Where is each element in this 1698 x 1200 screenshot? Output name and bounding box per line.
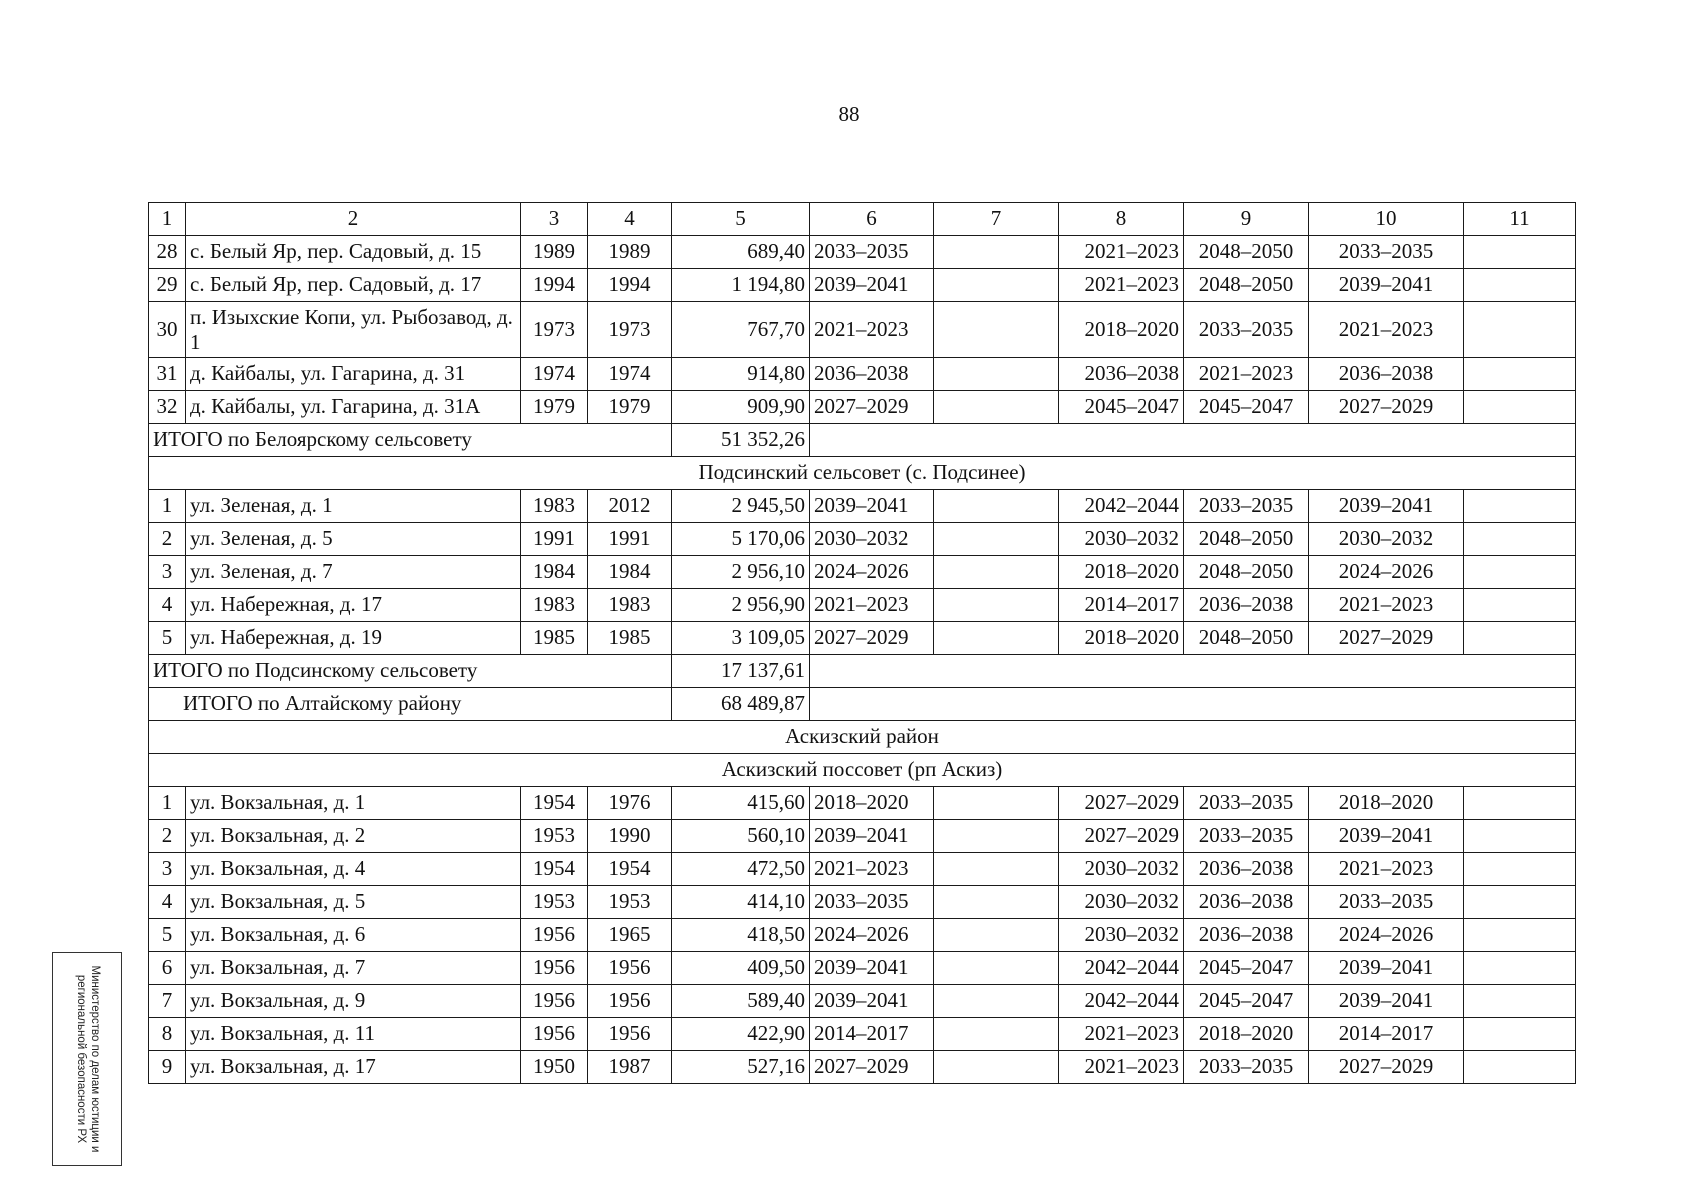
table-cell bbox=[1464, 556, 1576, 589]
table-cell: 909,90 bbox=[672, 391, 810, 424]
table-cell: с. Белый Яр, пер. Садовый, д. 15 bbox=[186, 236, 521, 269]
table-cell: 1956 bbox=[521, 1018, 588, 1051]
table-cell: ул. Вокзальная, д. 4 bbox=[186, 853, 521, 886]
table-cell: 2027–2029 bbox=[810, 622, 934, 655]
table-row bbox=[149, 269, 1576, 302]
table-cell: 5 bbox=[149, 622, 186, 655]
table-cell: 2039–2041 bbox=[810, 952, 934, 985]
table-cell: 2021–2023 bbox=[1309, 589, 1464, 622]
table-cell: 2014–2017 bbox=[1059, 589, 1184, 622]
table-cell: 2 bbox=[149, 820, 186, 853]
table-cell: 2021–2023 bbox=[810, 589, 934, 622]
table-cell bbox=[1464, 302, 1576, 358]
table-cell: 2048–2050 bbox=[1184, 556, 1309, 589]
table-cell: 2021–2023 bbox=[1059, 1018, 1184, 1051]
table-cell: 2024–2026 bbox=[1309, 556, 1464, 589]
table-cell: с. Белый Яр, пер. Садовый, д. 17 bbox=[186, 269, 521, 302]
table-cell: ул. Зеленая, д. 7 bbox=[186, 556, 521, 589]
table-cell: 1979 bbox=[521, 391, 588, 424]
page-number: 88 bbox=[838, 102, 860, 126]
table-row bbox=[149, 236, 1576, 269]
table-row bbox=[149, 919, 1576, 952]
table-cell: ул. Вокзальная, д. 9 bbox=[186, 985, 521, 1018]
housing-register-table bbox=[148, 202, 1576, 1084]
table-cell bbox=[934, 886, 1059, 919]
table-cell: 1956 bbox=[588, 985, 672, 1018]
table-row bbox=[149, 1018, 1576, 1051]
table-cell: 1973 bbox=[588, 302, 672, 358]
table-cell: 2033–2035 bbox=[1184, 820, 1309, 853]
table-row bbox=[149, 490, 1576, 523]
table-cell bbox=[934, 853, 1059, 886]
table-cell: 1956 bbox=[521, 985, 588, 1018]
table-cell: 1985 bbox=[588, 622, 672, 655]
table-cell: 2039–2041 bbox=[810, 490, 934, 523]
table-cell: 2036–2038 bbox=[1184, 919, 1309, 952]
table-cell bbox=[934, 952, 1059, 985]
table-cell: ул. Вокзальная, д. 1 bbox=[186, 787, 521, 820]
subtotal-label: ИТОГО по Подсинскому сельсовету bbox=[149, 655, 672, 688]
table-cell: 2048–2050 bbox=[1184, 236, 1309, 269]
header-cell: 11 bbox=[1464, 203, 1576, 236]
subtotal-label: ИТОГО по Алтайскому району bbox=[149, 688, 672, 721]
table-cell bbox=[934, 236, 1059, 269]
table-cell: 2030–2032 bbox=[1059, 886, 1184, 919]
table-row bbox=[149, 523, 1576, 556]
table-cell: 2036–2038 bbox=[1184, 886, 1309, 919]
table-row bbox=[149, 622, 1576, 655]
table-cell: 2027–2029 bbox=[1309, 391, 1464, 424]
table-cell: 2 956,10 bbox=[672, 556, 810, 589]
table-row bbox=[149, 302, 1576, 358]
table-cell: 2033–2035 bbox=[1309, 886, 1464, 919]
table-cell: 2021–2023 bbox=[1059, 269, 1184, 302]
subtotal-empty bbox=[810, 688, 1576, 721]
table-row bbox=[149, 820, 1576, 853]
table-cell: 2021–2023 bbox=[1059, 236, 1184, 269]
table-cell: 3 bbox=[149, 853, 186, 886]
table-cell: 5 bbox=[149, 919, 186, 952]
table-cell: 2048–2050 bbox=[1184, 622, 1309, 655]
table-cell: 560,10 bbox=[672, 820, 810, 853]
table-cell bbox=[1464, 622, 1576, 655]
table-cell: ул. Вокзальная, д. 11 bbox=[186, 1018, 521, 1051]
table-cell: 32 bbox=[149, 391, 186, 424]
table-cell: 2036–2038 bbox=[1184, 853, 1309, 886]
table-cell: 1974 bbox=[521, 358, 588, 391]
table-cell: 1 bbox=[149, 490, 186, 523]
table-cell: 2 945,50 bbox=[672, 490, 810, 523]
table-cell: 2033–2035 bbox=[810, 886, 934, 919]
table-cell: 2021–2023 bbox=[1059, 1051, 1184, 1084]
table-cell: 4 bbox=[149, 886, 186, 919]
table-cell: 1991 bbox=[588, 523, 672, 556]
table-cell: 2014–2017 bbox=[1309, 1018, 1464, 1051]
table-cell: 1994 bbox=[521, 269, 588, 302]
table-cell: 2036–2038 bbox=[1309, 358, 1464, 391]
table-cell: 1 194,80 bbox=[672, 269, 810, 302]
table-cell bbox=[1464, 236, 1576, 269]
table-cell: 2018–2020 bbox=[1059, 302, 1184, 358]
table-cell: 1979 bbox=[588, 391, 672, 424]
table-cell: 2033–2035 bbox=[1309, 236, 1464, 269]
table-cell bbox=[934, 589, 1059, 622]
table-row bbox=[149, 886, 1576, 919]
table-cell: ул. Вокзальная, д. 7 bbox=[186, 952, 521, 985]
table-cell bbox=[934, 622, 1059, 655]
table-cell bbox=[934, 391, 1059, 424]
table-cell: 1956 bbox=[588, 1018, 672, 1051]
subtotal-value: 51 352,26 bbox=[672, 424, 810, 457]
table-cell: 527,16 bbox=[672, 1051, 810, 1084]
table-cell: 9 bbox=[149, 1051, 186, 1084]
table-cell: ул. Зеленая, д. 5 bbox=[186, 523, 521, 556]
table-cell: ул. Вокзальная, д. 6 bbox=[186, 919, 521, 952]
table-cell: 1974 bbox=[588, 358, 672, 391]
table-cell: 422,90 bbox=[672, 1018, 810, 1051]
table-cell: 2033–2035 bbox=[1184, 787, 1309, 820]
table-cell: 1954 bbox=[521, 853, 588, 886]
subtotal-row bbox=[149, 424, 1576, 457]
section-heading: Аскизский район bbox=[149, 721, 1576, 754]
table-cell bbox=[1464, 358, 1576, 391]
table-cell: 2036–2038 bbox=[1059, 358, 1184, 391]
table-cell: 2024–2026 bbox=[810, 556, 934, 589]
table-cell: 1991 bbox=[521, 523, 588, 556]
table-cell: 1956 bbox=[588, 952, 672, 985]
table-cell: 589,40 bbox=[672, 985, 810, 1018]
table-cell: 2048–2050 bbox=[1184, 523, 1309, 556]
section-heading: Аскизский поссовет (рп Аскиз) bbox=[149, 754, 1576, 787]
table-cell: 414,10 bbox=[672, 886, 810, 919]
table-cell: 1954 bbox=[521, 787, 588, 820]
subtotal-row bbox=[149, 655, 1576, 688]
table-cell bbox=[934, 523, 1059, 556]
table-cell: 2018–2020 bbox=[1184, 1018, 1309, 1051]
registration-stamp bbox=[52, 952, 122, 1166]
table-cell: 1953 bbox=[588, 886, 672, 919]
table-cell: 418,50 bbox=[672, 919, 810, 952]
table-cell: 914,80 bbox=[672, 358, 810, 391]
table-cell: 2039–2041 bbox=[810, 820, 934, 853]
table-cell: 2039–2041 bbox=[1309, 952, 1464, 985]
table-cell: 1983 bbox=[521, 490, 588, 523]
table-cell bbox=[934, 919, 1059, 952]
table-cell: 2021–2023 bbox=[810, 302, 934, 358]
table-cell: 2039–2041 bbox=[1309, 490, 1464, 523]
table-cell: 5 170,06 bbox=[672, 523, 810, 556]
header-cell: 6 bbox=[810, 203, 934, 236]
table-cell: 29 bbox=[149, 269, 186, 302]
table-cell bbox=[1464, 589, 1576, 622]
header-cell: 4 bbox=[588, 203, 672, 236]
table-cell: 2042–2044 bbox=[1059, 985, 1184, 1018]
table-row bbox=[149, 853, 1576, 886]
table-cell: ул. Зеленая, д. 1 bbox=[186, 490, 521, 523]
subtotal-empty bbox=[810, 655, 1576, 688]
table-cell: 2039–2041 bbox=[1309, 820, 1464, 853]
table-cell bbox=[934, 985, 1059, 1018]
table-row bbox=[149, 952, 1576, 985]
section-row bbox=[149, 721, 1576, 754]
header-cell: 2 bbox=[186, 203, 521, 236]
table-cell: 2018–2020 bbox=[1309, 787, 1464, 820]
table-cell bbox=[934, 490, 1059, 523]
header-cell: 1 bbox=[149, 203, 186, 236]
table-cell: 1987 bbox=[588, 1051, 672, 1084]
table-cell: 2021–2023 bbox=[1309, 853, 1464, 886]
table-cell: 31 bbox=[149, 358, 186, 391]
table-cell bbox=[934, 358, 1059, 391]
table-cell: 3 109,05 bbox=[672, 622, 810, 655]
table-cell: 1983 bbox=[521, 589, 588, 622]
table-cell: 2027–2029 bbox=[1059, 820, 1184, 853]
table-cell: 8 bbox=[149, 1018, 186, 1051]
table-cell: 1985 bbox=[521, 622, 588, 655]
table-cell: 2030–2032 bbox=[1059, 523, 1184, 556]
table-cell: 2012 bbox=[588, 490, 672, 523]
stamp-text: Министерство по делам юстиции и региональной безопасности РХ bbox=[75, 965, 101, 1153]
subtotal-row bbox=[149, 688, 1576, 721]
table-cell: 2039–2041 bbox=[1309, 985, 1464, 1018]
table-cell: 2027–2029 bbox=[810, 1051, 934, 1084]
table-row bbox=[149, 985, 1576, 1018]
section-row bbox=[149, 457, 1576, 490]
table-cell: 1950 bbox=[521, 1051, 588, 1084]
table-cell: 2033–2035 bbox=[1184, 1051, 1309, 1084]
table-cell: 6 bbox=[149, 952, 186, 985]
table-cell: 1990 bbox=[588, 820, 672, 853]
table-cell: 2027–2029 bbox=[1309, 622, 1464, 655]
table-cell: 30 bbox=[149, 302, 186, 358]
table-cell: ул. Вокзальная, д. 5 bbox=[186, 886, 521, 919]
table-cell: 2033–2035 bbox=[810, 236, 934, 269]
table-cell bbox=[934, 269, 1059, 302]
table-cell bbox=[1464, 886, 1576, 919]
table-cell: 2024–2026 bbox=[810, 919, 934, 952]
table-cell: 1973 bbox=[521, 302, 588, 358]
table-cell bbox=[1464, 853, 1576, 886]
subtotal-value: 68 489,87 bbox=[672, 688, 810, 721]
table-cell: 2030–2032 bbox=[810, 523, 934, 556]
table-cell: п. Изыхские Копи, ул. Рыбозавод, д. 1 bbox=[186, 302, 521, 358]
table-cell: 2048–2050 bbox=[1184, 269, 1309, 302]
table-cell: д. Кайбалы, ул. Гагарина, д. 31 bbox=[186, 358, 521, 391]
table-cell: 2042–2044 bbox=[1059, 490, 1184, 523]
table-cell bbox=[1464, 269, 1576, 302]
table-cell: 2018–2020 bbox=[810, 787, 934, 820]
table-cell: 472,50 bbox=[672, 853, 810, 886]
table-cell bbox=[1464, 919, 1576, 952]
table-cell: 2030–2032 bbox=[1059, 853, 1184, 886]
table-cell bbox=[934, 1018, 1059, 1051]
table-cell bbox=[934, 302, 1059, 358]
table-cell: 1976 bbox=[588, 787, 672, 820]
table-cell: 2021–2023 bbox=[1184, 358, 1309, 391]
table-cell: 2045–2047 bbox=[1184, 952, 1309, 985]
table-cell bbox=[1464, 985, 1576, 1018]
table-row bbox=[149, 556, 1576, 589]
table-cell: 2036–2038 bbox=[810, 358, 934, 391]
table-cell: 2030–2032 bbox=[1059, 919, 1184, 952]
table-cell bbox=[934, 556, 1059, 589]
table-cell: 1 bbox=[149, 787, 186, 820]
table-cell: 689,40 bbox=[672, 236, 810, 269]
table-cell: 2045–2047 bbox=[1184, 391, 1309, 424]
table-cell: 1956 bbox=[521, 952, 588, 985]
table-cell bbox=[934, 820, 1059, 853]
table-cell: 1989 bbox=[521, 236, 588, 269]
table-cell: 3 bbox=[149, 556, 186, 589]
section-heading: Подсинский сельсовет (с. Подсинее) bbox=[149, 457, 1576, 490]
table-cell: 1954 bbox=[588, 853, 672, 886]
table-body bbox=[149, 236, 1576, 1084]
table-cell bbox=[1464, 952, 1576, 985]
table-cell: 1994 bbox=[588, 269, 672, 302]
table-cell: 1956 bbox=[521, 919, 588, 952]
header-row bbox=[149, 203, 1576, 236]
table-cell: 2045–2047 bbox=[1184, 985, 1309, 1018]
table-cell: 1953 bbox=[521, 820, 588, 853]
header-cell: 9 bbox=[1184, 203, 1309, 236]
table-cell: 2027–2029 bbox=[810, 391, 934, 424]
table-cell: 1984 bbox=[588, 556, 672, 589]
table-cell: 2039–2041 bbox=[810, 985, 934, 1018]
header-cell: 3 bbox=[521, 203, 588, 236]
table-cell: 1965 bbox=[588, 919, 672, 952]
table-cell: 2027–2029 bbox=[1309, 1051, 1464, 1084]
table-cell: ул. Вокзальная, д. 17 bbox=[186, 1051, 521, 1084]
subtotal-empty bbox=[810, 424, 1576, 457]
table-cell: 2045–2047 bbox=[1059, 391, 1184, 424]
table-row bbox=[149, 787, 1576, 820]
table-cell bbox=[934, 1051, 1059, 1084]
table-cell bbox=[1464, 1051, 1576, 1084]
table-row bbox=[149, 391, 1576, 424]
header-cell: 8 bbox=[1059, 203, 1184, 236]
table-row bbox=[149, 589, 1576, 622]
table-cell: 2018–2020 bbox=[1059, 556, 1184, 589]
table-cell: 2021–2023 bbox=[1309, 302, 1464, 358]
table-cell bbox=[1464, 523, 1576, 556]
table-cell: 1983 bbox=[588, 589, 672, 622]
table-cell: 2 956,90 bbox=[672, 589, 810, 622]
table-cell: ул. Вокзальная, д. 2 bbox=[186, 820, 521, 853]
table-cell: 7 bbox=[149, 985, 186, 1018]
table-cell: 4 bbox=[149, 589, 186, 622]
header-cell: 5 bbox=[672, 203, 810, 236]
table-cell: 2018–2020 bbox=[1059, 622, 1184, 655]
table-cell: 2039–2041 bbox=[1309, 269, 1464, 302]
table-cell: 2039–2041 bbox=[810, 269, 934, 302]
table-cell: 1984 bbox=[521, 556, 588, 589]
table-cell: 2042–2044 bbox=[1059, 952, 1184, 985]
table-row bbox=[149, 1051, 1576, 1084]
table-cell: ул. Набережная, д. 19 bbox=[186, 622, 521, 655]
table-cell bbox=[1464, 391, 1576, 424]
table-row bbox=[149, 358, 1576, 391]
table-cell: 2024–2026 bbox=[1309, 919, 1464, 952]
subtotal-value: 17 137,61 bbox=[672, 655, 810, 688]
section-row bbox=[149, 754, 1576, 787]
header-cell: 10 bbox=[1309, 203, 1464, 236]
table-cell: 409,50 bbox=[672, 952, 810, 985]
table-cell bbox=[1464, 490, 1576, 523]
table-cell: 2036–2038 bbox=[1184, 589, 1309, 622]
table-cell: 767,70 bbox=[672, 302, 810, 358]
table-cell: 2033–2035 bbox=[1184, 302, 1309, 358]
header-cell: 7 bbox=[934, 203, 1059, 236]
table-cell: 2021–2023 bbox=[810, 853, 934, 886]
table-cell bbox=[1464, 787, 1576, 820]
table-cell bbox=[934, 787, 1059, 820]
table-cell: д. Кайбалы, ул. Гагарина, д. 31А bbox=[186, 391, 521, 424]
table-cell: 415,60 bbox=[672, 787, 810, 820]
table-cell: 1953 bbox=[521, 886, 588, 919]
table-cell: 2014–2017 bbox=[810, 1018, 934, 1051]
table-cell bbox=[1464, 820, 1576, 853]
table-cell: 1989 bbox=[588, 236, 672, 269]
table-cell: 2 bbox=[149, 523, 186, 556]
table-cell: 28 bbox=[149, 236, 186, 269]
table-cell: ул. Набережная, д. 17 bbox=[186, 589, 521, 622]
subtotal-label: ИТОГО по Белоярскому сельсовету bbox=[149, 424, 672, 457]
table-cell: 2030–2032 bbox=[1309, 523, 1464, 556]
table-cell: 2027–2029 bbox=[1059, 787, 1184, 820]
table-cell: 2033–2035 bbox=[1184, 490, 1309, 523]
table-cell bbox=[1464, 1018, 1576, 1051]
